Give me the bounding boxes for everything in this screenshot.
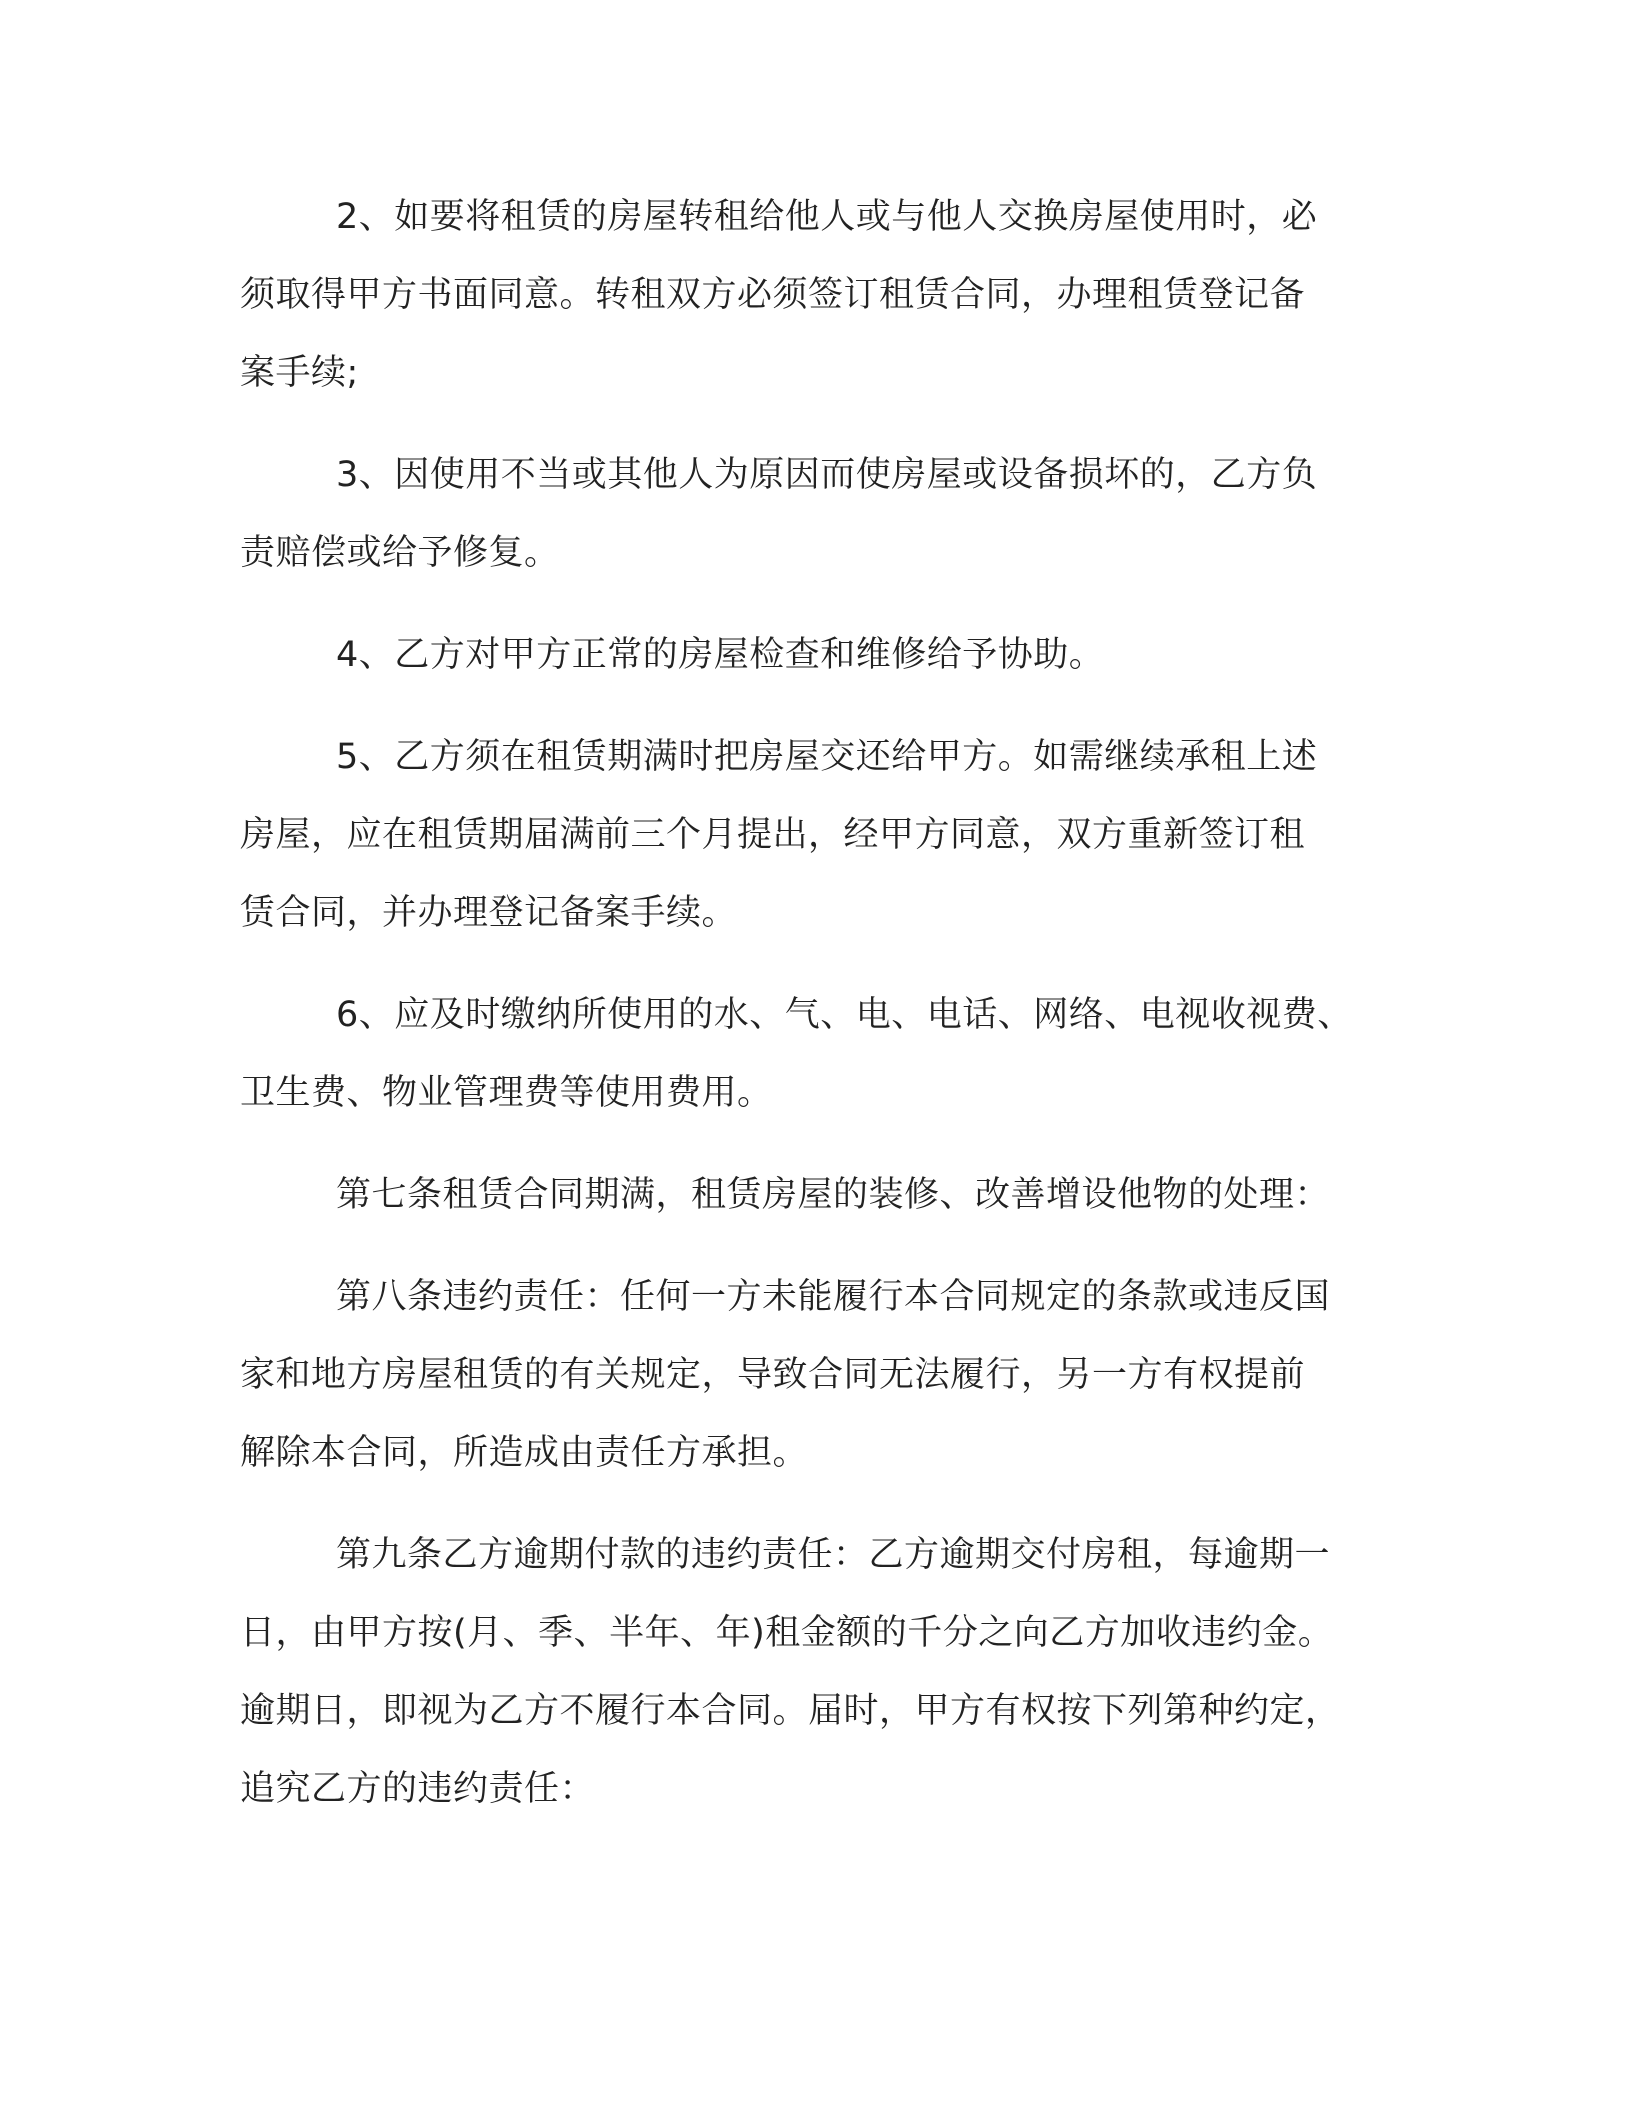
text-line: 逾期日，即视为乙方不履行本合同。届时，甲方有权按下列第种约定， bbox=[240, 1691, 1341, 1731]
text-line: 6、应及时缴纳所使用的水、气、电、电话、网络、电视收视费、 bbox=[336, 995, 1353, 1035]
text-line: 赁合同，并办理登记备案手续。 bbox=[240, 893, 738, 933]
paragraph-clause-2 bbox=[240, 178, 1390, 412]
paragraph-article-9 bbox=[240, 1516, 1390, 1828]
paragraph-clause-3 bbox=[240, 436, 1390, 592]
text-line: 追究乙方的违约责任： bbox=[240, 1769, 596, 1809]
paragraph-clause-6 bbox=[240, 976, 1390, 1132]
text-line: 2、如要将租赁的房屋转租给他人或与他人交换房屋使用时，必 bbox=[336, 197, 1318, 237]
paragraph-article-8 bbox=[240, 1258, 1390, 1492]
paragraph-clause-5 bbox=[240, 718, 1390, 952]
text-line: 第八条违约责任：任何一方未能履行本合同规定的条款或违反国 bbox=[336, 1277, 1331, 1317]
text-line: 第九条乙方逾期付款的违约责任：乙方逾期交付房租，每逾期一 bbox=[336, 1535, 1331, 1575]
text-line: 日，由甲方按(月、季、半年、年)租金额的千分之向乙方加收违约金。 bbox=[240, 1613, 1334, 1653]
text-line: 解除本合同，所造成由责任方承担。 bbox=[240, 1433, 809, 1473]
paragraph-clause-4 bbox=[240, 616, 1390, 694]
text-line: 房屋，应在租赁期届满前三个月提出，经甲方同意，双方重新签订租 bbox=[240, 815, 1306, 855]
text-line: 3、因使用不当或其他人为原因而使房屋或设备损坏的，乙方负 bbox=[336, 455, 1318, 495]
text-line: 4、乙方对甲方正常的房屋检查和维修给予协助。 bbox=[336, 635, 1105, 675]
text-line: 责赔偿或给予修复。 bbox=[240, 533, 560, 573]
text-line: 家和地方房屋租赁的有关规定，导致合同无法履行，另一方有权提前 bbox=[240, 1355, 1306, 1395]
text-line: 卫生费、物业管理费等使用费用。 bbox=[240, 1073, 773, 1113]
text-line: 须取得甲方书面同意。转租双方必须签订租赁合同，办理租赁登记备 bbox=[240, 275, 1306, 315]
paragraph-article-7 bbox=[240, 1156, 1390, 1234]
text-line: 案手续; bbox=[240, 353, 359, 393]
document-body bbox=[240, 178, 1390, 1852]
text-line: 第七条租赁合同期满，租赁房屋的装修、改善增设他物的处理： bbox=[336, 1175, 1331, 1215]
text-line: 5、乙方须在租赁期满时把房屋交还给甲方。如需继续承租上述 bbox=[336, 737, 1318, 777]
